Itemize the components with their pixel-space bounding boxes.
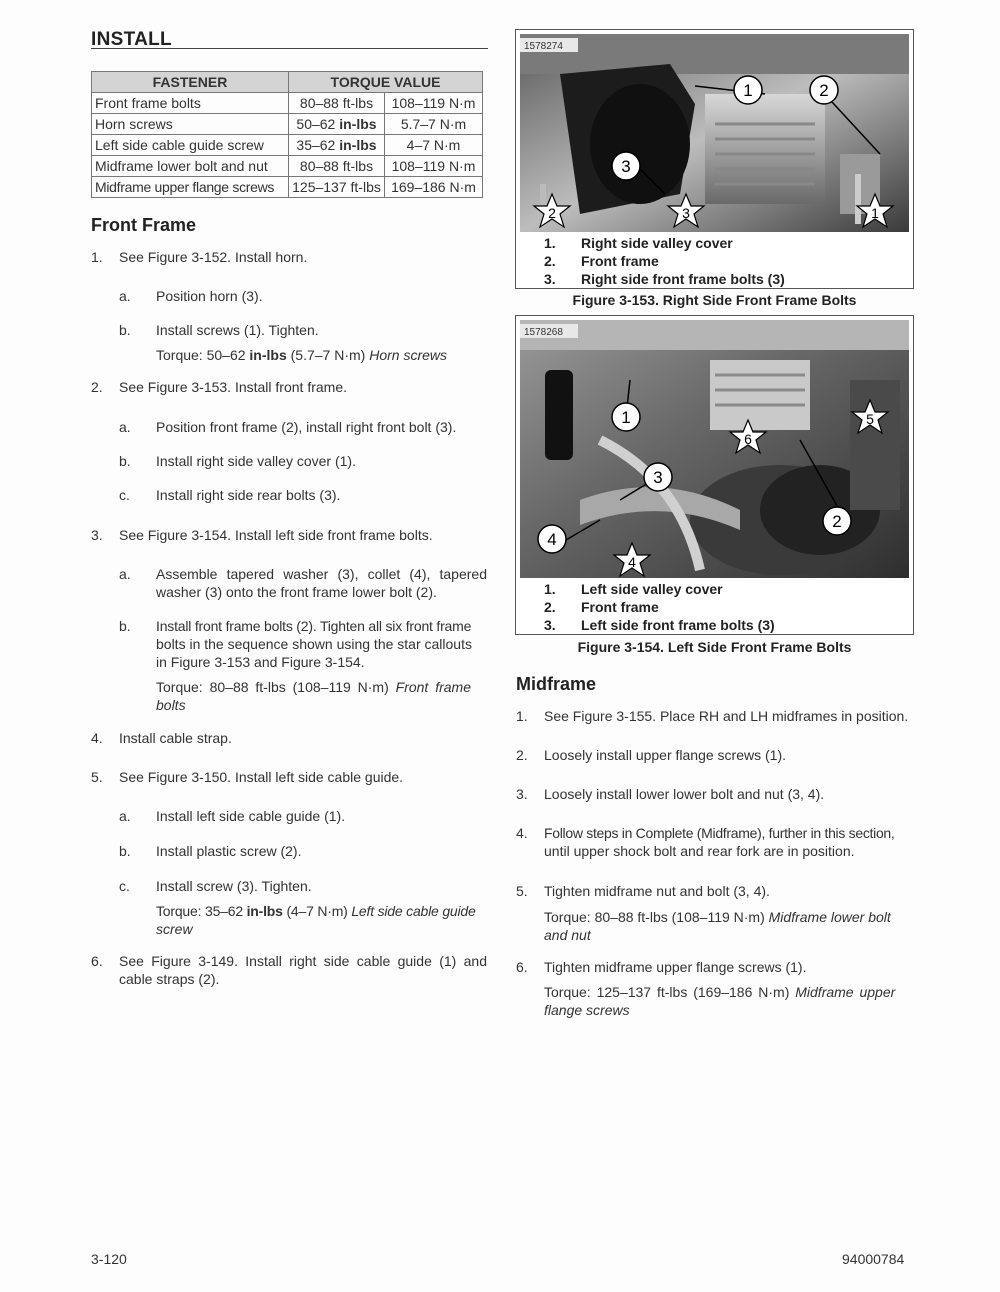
imperial-cell: 50–62 in-lbs [289, 114, 385, 135]
torque-note-midframe-lower: Torque: 80–88 ft-lbs (108–119 N·m) Midframe lower bolt and nut [544, 909, 891, 943]
torque-note-cable-guide: Torque: 35–62 in-lbs (4–7 N·m) Left side cable guide screw [156, 903, 476, 937]
photo-id-label: 1578274 [524, 41, 563, 52]
callout-4 [538, 525, 566, 553]
svg-text:6: 6 [744, 431, 752, 447]
header-fastener: FASTENER [92, 72, 289, 93]
metric-cell: 108–119 N·m [385, 156, 483, 177]
callout-2 [810, 76, 838, 104]
table-row [92, 177, 483, 198]
table-header-row [92, 72, 483, 93]
photo-id-label: 1578268 [524, 327, 563, 338]
engine-photo-right-side [520, 34, 909, 232]
svg-text:4: 4 [628, 554, 636, 570]
callout-1-label: 1 [743, 81, 753, 100]
torque-note-horn: Torque: 50–62 in-lbs (5.7–7 N·m) Horn screws [156, 347, 448, 363]
svg-text:3: 3 [682, 205, 690, 221]
page-number: 3-120 [91, 1251, 127, 1267]
metric-cell: 4–7 N·m [385, 135, 483, 156]
svg-text:1: 1 [621, 408, 631, 427]
fastener-cell: Left side cable guide screw [92, 135, 289, 156]
callout-3-label: 3 [621, 157, 631, 176]
callout-2 [823, 507, 851, 535]
callout-1 [612, 403, 640, 431]
engine-photo-illustration [520, 34, 909, 232]
torque-table [91, 71, 483, 198]
title-rule [91, 48, 488, 49]
svg-text:2: 2 [548, 205, 556, 221]
fastener-cell: Midframe lower bolt and nut [92, 156, 289, 177]
front-frame-heading: Front Frame [91, 215, 197, 235]
fastener-cell: Horn screws [92, 114, 289, 135]
svg-text:5: 5 [866, 411, 874, 427]
svg-text:3: 3 [653, 468, 663, 487]
engine-photo-left-side [520, 320, 909, 578]
figure-3-153: 1578274 1 2 3 2 3 1 1. Right side valley cover 2. Front frame 3. Right side front frame bolts (3) [515, 29, 914, 289]
figure-3-153-caption: Figure 3-153. Right Side Front Frame Bolts [572, 292, 857, 308]
section-title: INSTALL [91, 29, 172, 50]
callout-3 [644, 463, 672, 491]
callout-1 [734, 76, 762, 104]
imperial-cell: 125–137 ft-lbs [289, 177, 385, 198]
callout-3 [612, 152, 640, 180]
document-number: 94000784 [842, 1251, 905, 1267]
table-row [92, 93, 483, 114]
metric-cell: 5.7–7 N·m [385, 114, 483, 135]
metric-cell: 169–186 N·m [385, 177, 483, 198]
header-torque-value: TORQUE VALUE [289, 72, 483, 93]
table-row [92, 135, 483, 156]
svg-text:2: 2 [832, 512, 842, 531]
figure-3-154-caption: Figure 3-154. Left Side Front Frame Bolts [577, 639, 852, 655]
callout-2-label: 2 [819, 81, 829, 100]
table-row [92, 114, 483, 135]
midframe-heading: Midframe [516, 674, 597, 694]
imperial-cell: 80–88 ft-lbs [289, 156, 385, 177]
engine-photo-illustration [520, 320, 909, 578]
fastener-cell: Midframe upper flange screws [92, 177, 289, 198]
torque-note-midframe-upper: Torque: 125–137 ft-lbs (169–186 N·m) Midframe upper flange screws [544, 984, 896, 1018]
svg-text:1: 1 [871, 205, 879, 221]
table-row [92, 156, 483, 177]
metric-cell: 108–119 N·m [385, 93, 483, 114]
svg-text:4: 4 [547, 530, 557, 549]
imperial-cell: 80–88 ft-lbs [289, 93, 385, 114]
imperial-cell: 35–62 in-lbs [289, 135, 385, 156]
torque-note-front-frame: Torque: 80–88 ft-lbs (108–119 N·m) Front frame bolts [156, 679, 471, 713]
fastener-cell: Front frame bolts [92, 93, 289, 114]
figure-3-154: 1578268 1 3 2 4 6 5 4 1. Left side valley cover 2. Front frame 3. Left side front frame bolts (3) [515, 315, 914, 635]
